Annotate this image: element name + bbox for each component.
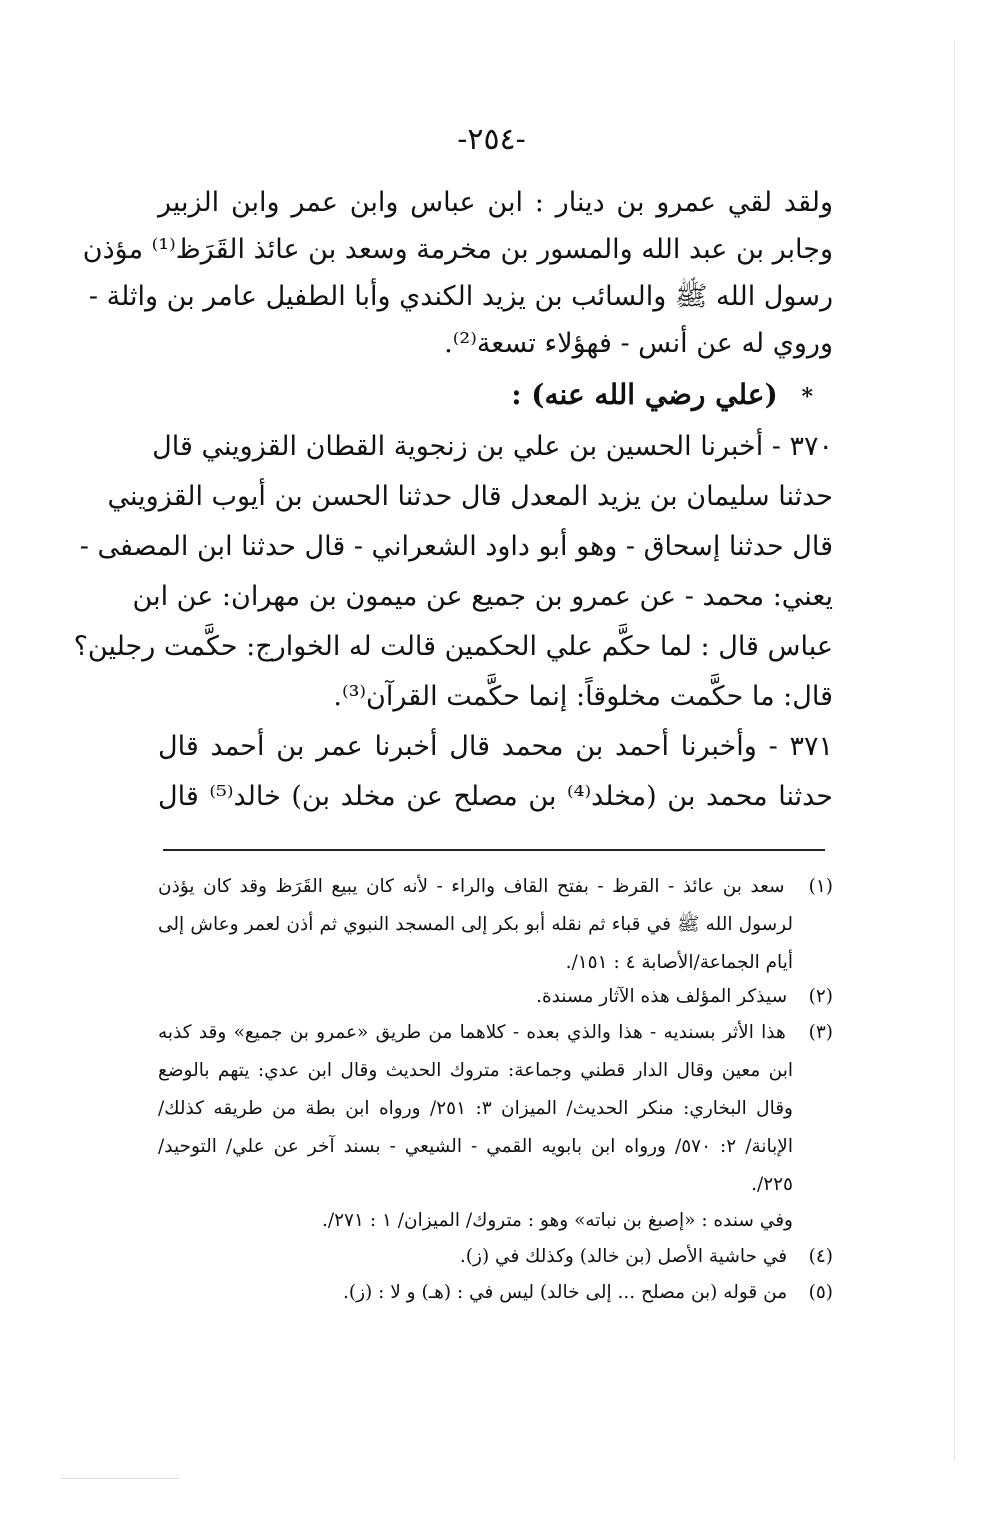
footnote-line — [158, 872, 833, 902]
footnote-text: هذا الأثر بسنديه - هذا والذي بعده - كلاهما من طريق «عمرو بن جميع» وقد كذبه — [158, 1022, 786, 1043]
footnote-line — [158, 982, 833, 1012]
footnote-line: وقال البخاري: منكر الحديث/ الميزان ٣: ٢٥١/ ورواه ابن بطة من طريقه كذلك/ — [158, 1098, 793, 1119]
hadith-line: عباس قال : لما حكَّم علي الحكمين قالت له الخوارج: حكَّمت رجلين؟ — [73, 631, 833, 662]
footnote-text: سعد بن عائذ - القرظ - بفتح القاف والراء - لأنه كان يبيع القَرَظ وقد كان يؤذن — [158, 876, 785, 897]
hadith-line: ٣٧٠ - أخبرنا الحسين بن علي بن زنجوية القطان القزويني قال — [152, 431, 833, 462]
footnote-number: (٤) — [808, 1246, 833, 1267]
footnote-text: من قوله (بن مصلح ... إلى خالد) ليس في : (هـ) و لا : (ز). — [343, 1282, 788, 1303]
page-number: -٢٥٤- — [457, 122, 526, 157]
footnote-text: سيذكر المؤلف هذه الآثار مسندة. — [536, 986, 788, 1007]
section-heading — [511, 375, 813, 417]
footnote-line — [158, 1242, 833, 1272]
scan-edge-line — [954, 40, 955, 1460]
hadith-line: ٣٧١ - وأخبرنا أحمد بن محمد قال أخبرنا عمر بن أحمد قال — [158, 731, 833, 762]
hadith-line: حدثنا سليمان بن يزيد المعدل قال حدثنا الحسن بن أيوب القزويني — [107, 481, 833, 512]
body-line: وروي له عن أنس - فهؤلاء تسعة⁽²⁾. — [444, 328, 833, 359]
hadith-line: حدثنا محمد بن (مخلد⁽⁴⁾ بن مصلح عن مخلد بن) خالد⁽⁵⁾ قال — [158, 781, 833, 812]
body-line: رسول الله ﷺ والسائب بن يزيد الكندي وأبا الطفيل عامر بن واثلة - — [88, 281, 833, 312]
footnote-line: لرسول الله ﷺ في قباء ثم نقله أبو بكر إلى المسجد النبوي ثم أذن لعمر وعاش إلى — [158, 914, 793, 935]
hadith-line: يعني: محمد - عن عمرو بن جميع عن ميمون بن مهران: عن ابن — [132, 581, 833, 612]
footnote-number: (٥) — [808, 1282, 833, 1303]
footnote-number: (٢) — [808, 986, 833, 1007]
body-line: ولقد لقي عمرو بن دينار : ابن عباس وابن عمر وابن الزبير — [158, 187, 833, 218]
hadith-line: قال حدثنا إسحاق - وهو أبو داود الشعراني - قال حدثنا ابن المصفى - — [79, 531, 833, 562]
footnote-text: في حاشية الأصل (بن خالد) وكذلك في (ز). — [459, 1246, 788, 1267]
hadith-line: قال: ما حكَّمت مخلوقاً: إنما حكَّمت القرآن⁽³⁾. — [333, 681, 833, 712]
footnote-line: ابن معين وقال الدار قطني وجماعة: متروك الحديث وقال ابن عدي: يتهم بالوضع — [158, 1060, 793, 1081]
footnote-line — [158, 1018, 833, 1048]
footnote-number: (١) — [808, 876, 833, 897]
body-line: وجابر بن عبد الله والمسور بن مخرمة وسعد بن عائذ القَرَظ⁽¹⁾ مؤذن — [82, 234, 833, 265]
footnote-line: أيام الجماعة/الأصابة ٤ : ١٥١/. — [565, 952, 793, 973]
footnote-number: (٣) — [808, 1022, 833, 1043]
scan-bottom-mark — [60, 1478, 180, 1479]
footnote-line: وفي سنده : «إصبغ بن نباته» وهو : متروك/ الميزان/ ١ : ٢٧١/. — [322, 1210, 793, 1231]
section-heading-text: (علي رضي الله عنه) : — [511, 378, 778, 411]
footnote-line — [158, 1278, 833, 1308]
star-marker: * — [801, 384, 813, 410]
footnote-line: ٢٢٥/. — [751, 1174, 793, 1195]
footnote-separator — [163, 849, 825, 851]
footnote-line: الإبانة/ ٢: ٥٧٠/ ورواه ابن بابويه القمي - الشيعي - بسند آخر عن علي/ التوحيد/ — [158, 1136, 793, 1157]
